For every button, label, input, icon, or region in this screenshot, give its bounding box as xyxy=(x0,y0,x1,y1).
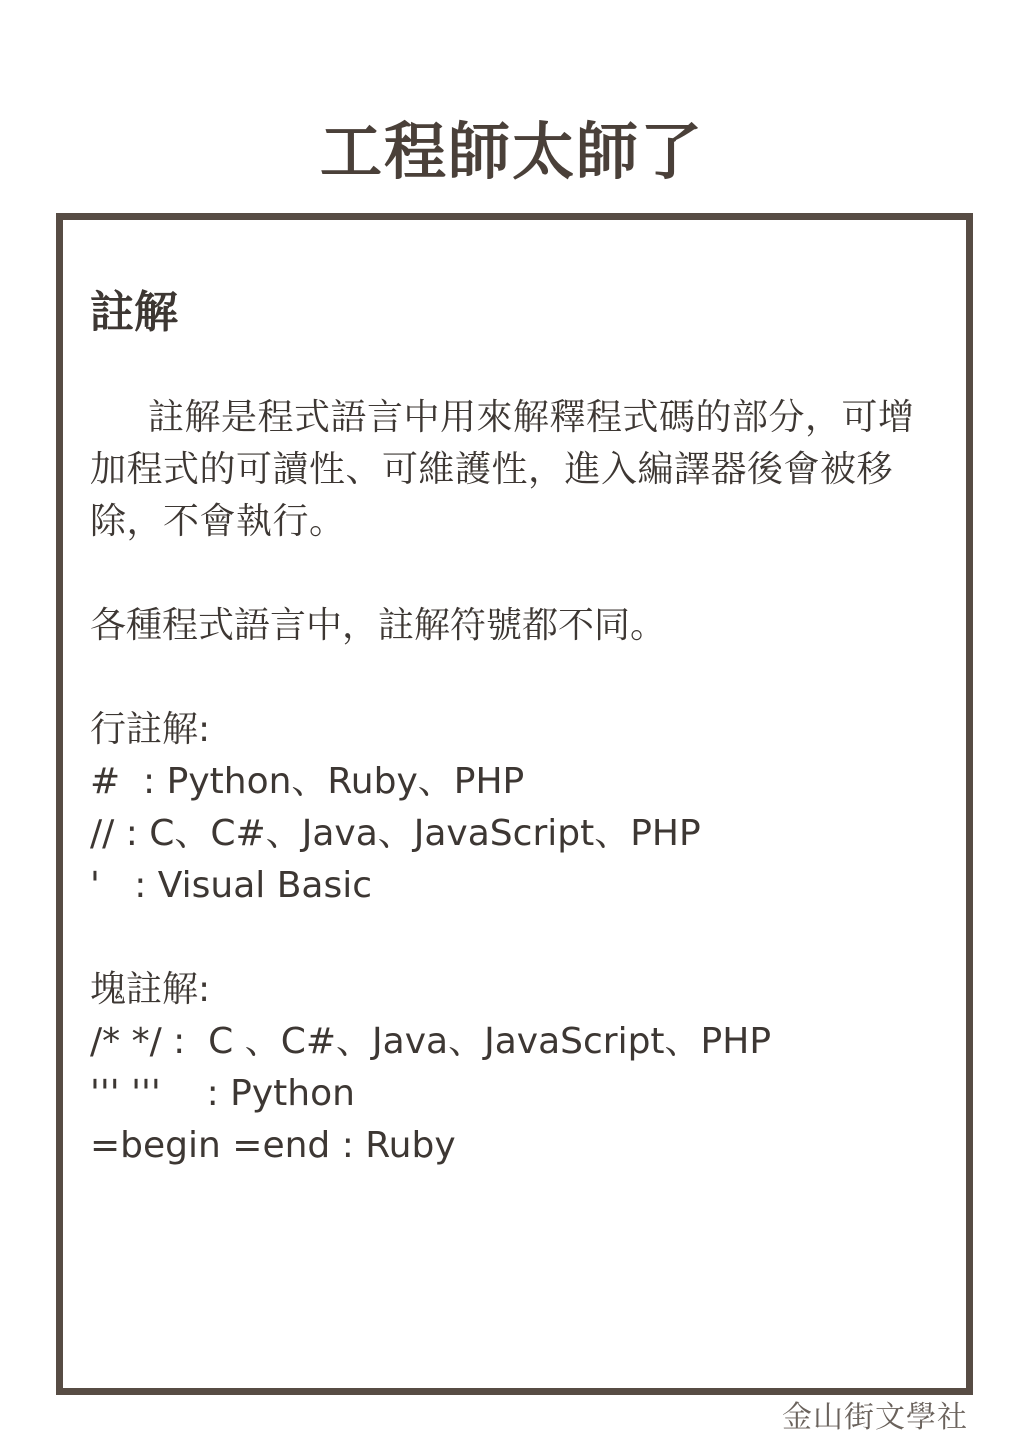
spacer xyxy=(90,548,950,600)
spacer xyxy=(90,912,950,964)
block-comment-label: 塊註解: xyxy=(90,969,211,1010)
note-paragraph: 各種程式語言中，註解符號都不同。 xyxy=(90,605,667,646)
publisher-credit: 金山街文學社 xyxy=(782,1400,968,1435)
line-comment-item: ' : Visual Basic xyxy=(90,865,373,906)
block-comment-item: /* */ : C 、C#、Java、JavaScript、PHP xyxy=(90,1021,772,1062)
body-text xyxy=(90,392,950,1172)
intro-paragraph: 註解是程式語言中用來解釋程式碼的部分，可增加程式的可讀性、可維護性，進入編譯器後會被移除，不會執行。 xyxy=(90,397,915,542)
block-comment-item: =begin =end : Ruby xyxy=(90,1125,456,1166)
block-comment-item: ''' ''' : Python xyxy=(90,1073,355,1114)
line-comment-item: // : C、C#、Java、JavaScript、PHP xyxy=(90,813,701,854)
line-comment-item: # : Python、Ruby、PHP xyxy=(90,761,525,802)
section-heading: 註解 xyxy=(90,287,178,338)
page-title: 工程師太師了 xyxy=(319,115,704,188)
spacer xyxy=(90,652,950,704)
line-comment-label: 行註解: xyxy=(90,709,211,750)
